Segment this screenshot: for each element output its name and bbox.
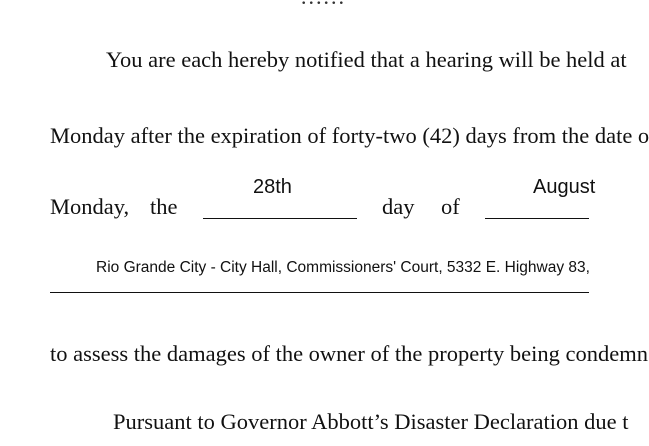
notice-line-1: You are each hereby notified that a hearing will be held at (106, 47, 627, 72)
hearing-day-value: 28th (253, 176, 292, 198)
notice-line-2: Monday after the expiration of forty-two (42) days from the date o (50, 123, 649, 148)
line3-monday: Monday, (50, 194, 130, 219)
hearing-month-underline (485, 218, 589, 219)
line3-day: day (382, 194, 415, 219)
hearing-day-underline (203, 218, 357, 219)
top-fragment (300, 0, 345, 9)
notice-line-5: to assess the damages of the owner of the property being condemn (50, 341, 648, 366)
line3-of: of (441, 194, 460, 219)
hearing-month-value: August (533, 176, 596, 198)
hearing-location-value: Rio Grande City - City Hall, Commissioners' Court, 5332 E. Highway 83, (96, 259, 590, 276)
notice-line-6: Pursuant to Governor Abbott’s Disaster Declaration due t (113, 409, 629, 434)
line3-the: the (150, 194, 178, 219)
hearing-location-underline (50, 292, 589, 293)
